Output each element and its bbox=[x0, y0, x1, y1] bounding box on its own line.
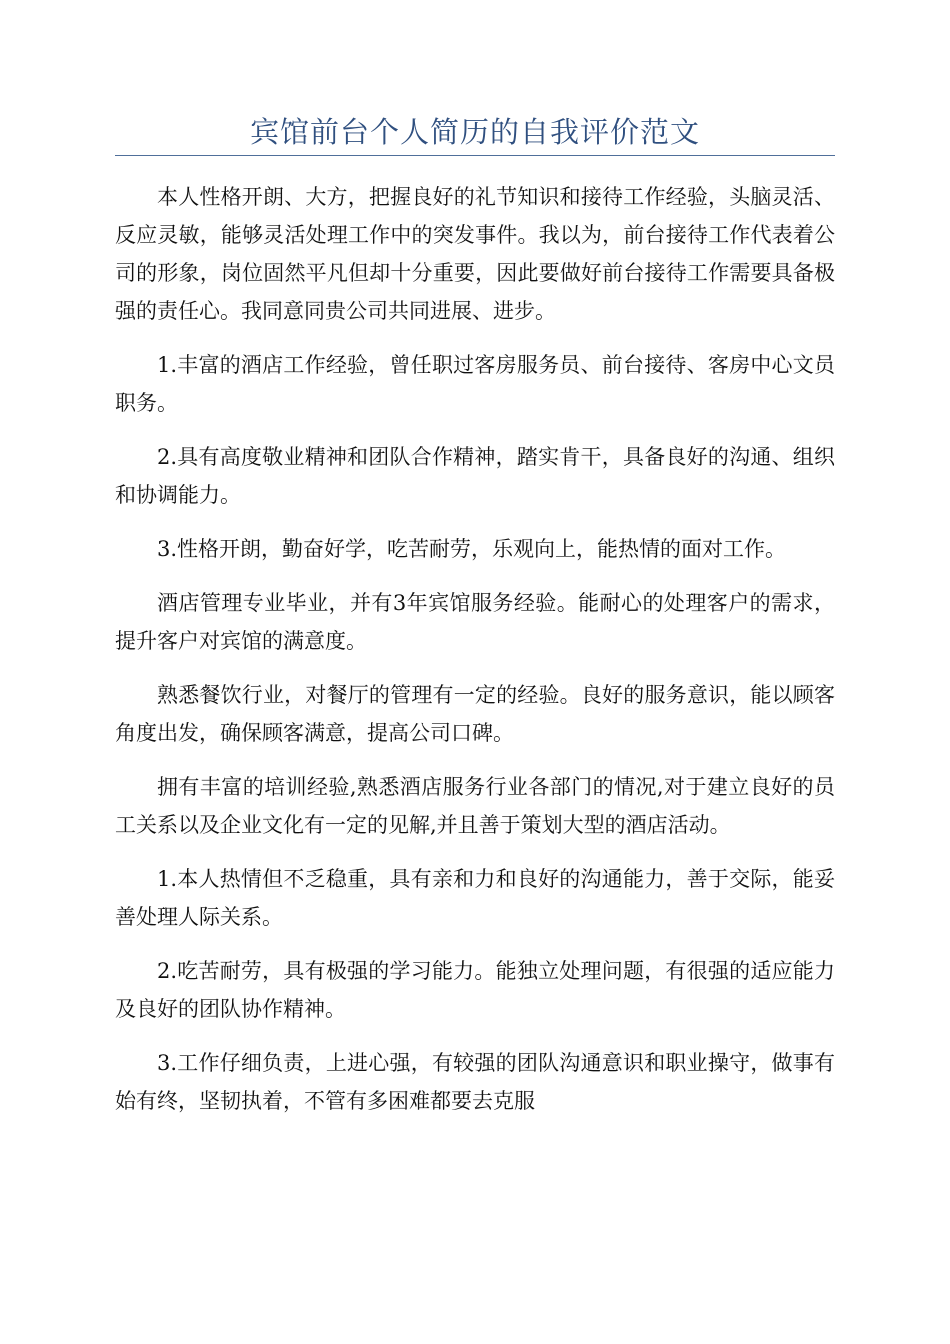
paragraph-item-2b: 2.吃苦耐劳，具有极强的学习能力。能独立处理问题，有很强的适应能力及良好的团队协作精神。 bbox=[115, 959, 835, 1021]
page-title: 宾馆前台个人简历的自我评价范文 bbox=[249, 115, 700, 149]
paragraph-catering: 熟悉餐饮行业，对餐厅的管理有一定的经验。良好的服务意识，能以顾客角度出发，确保顾客满意，提高公司口碑。 bbox=[115, 683, 835, 745]
paragraph-item-1b: 1.本人热情但不乏稳重，具有亲和力和良好的沟通能力，善于交际，能妥善处理人际关系。 bbox=[115, 867, 835, 929]
paragraph-item-2: 2.具有高度敬业精神和团队合作精神，踏实肯干，具备良好的沟通、组织和协调能力。 bbox=[115, 445, 835, 507]
title-block bbox=[115, 112, 835, 156]
paragraph-training: 拥有丰富的培训经验,熟悉酒店服务行业各部门的情况,对于建立良好的员工关系以及企业文化有一定的见解,并且善于策划大型的酒店活动。 bbox=[115, 775, 835, 837]
document-body bbox=[115, 178, 835, 1136]
paragraph-item-3b: 3.工作仔细负责，上进心强，有较强的团队沟通意识和职业操守，做事有始有终，坚韧执着，不管有多困难都要去克服 bbox=[115, 1051, 835, 1113]
paragraph-intro: 本人性格开朗、大方，把握良好的礼节知识和接待工作经验，头脑灵活、反应灵敏，能够灵活处理工作中的突发事件。我以为，前台接待工作代表着公司的形象，岗位固然平凡但却十分重要，因此要做好前台接待工作需要具备极强的责任心。我同意同贵公司共同进展、进步。 bbox=[115, 185, 835, 323]
paragraph-education: 酒店管理专业毕业，并有3年宾馆服务经验。能耐心的处理客户的需求，提升客户对宾馆的满意度。 bbox=[115, 591, 835, 653]
paragraph-item-1: 1.丰富的酒店工作经验，曾任职过客房服务员、前台接待、客房中心文员职务。 bbox=[115, 353, 835, 415]
paragraph-item-3: 3.性格开朗，勤奋好学，吃苦耐劳，乐观向上，能热情的面对工作。 bbox=[157, 537, 787, 561]
